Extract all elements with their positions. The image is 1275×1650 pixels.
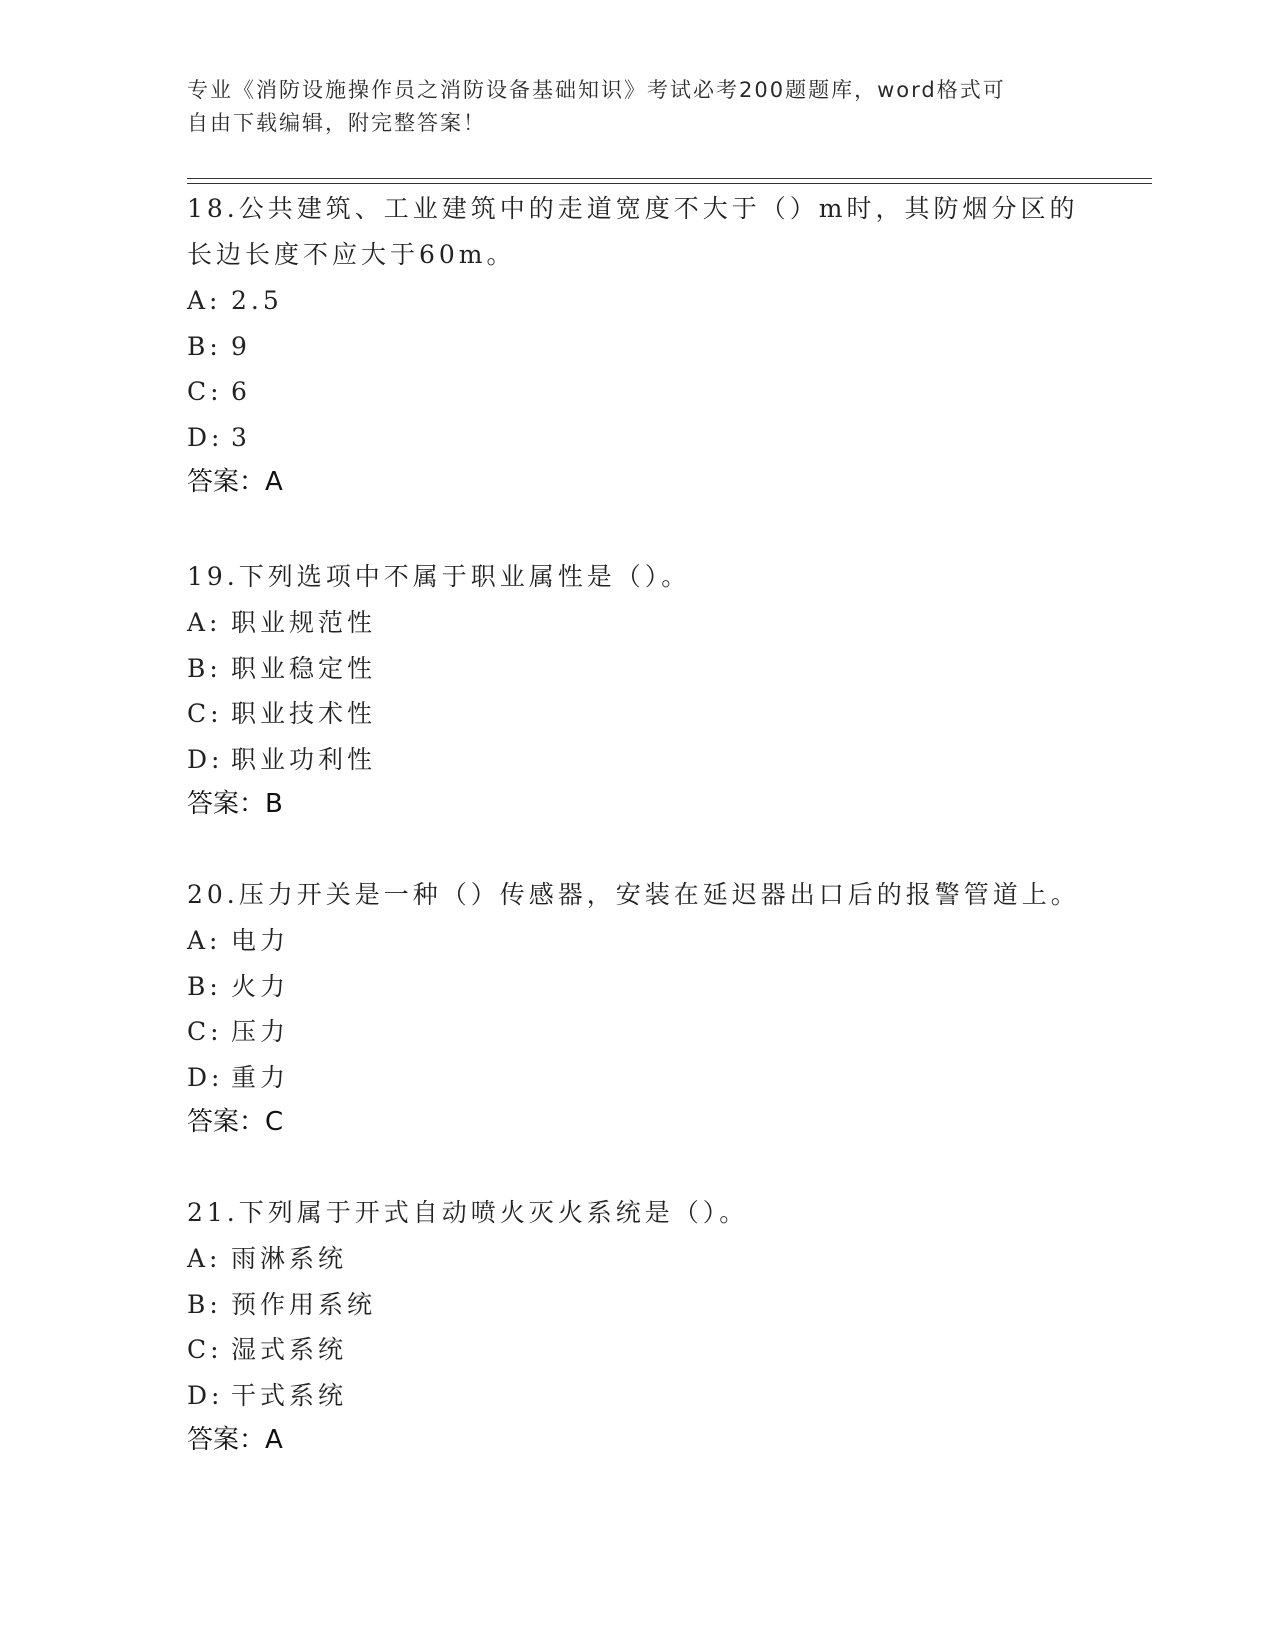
option-text: 压力	[231, 1017, 290, 1046]
option-c	[187, 1327, 1087, 1373]
option-label: A:	[187, 608, 222, 637]
option-b	[187, 1282, 1087, 1328]
option-label: B:	[187, 971, 222, 1001]
option-text: 职业功利性	[231, 744, 377, 774]
option-text: 干式系统	[231, 1380, 348, 1410]
option-label: C:	[187, 377, 223, 406]
option-d	[187, 415, 1087, 461]
option-a	[187, 918, 1087, 964]
option-text: 预作用系统	[231, 1289, 377, 1319]
document-header	[187, 74, 1067, 140]
option-text: 火力	[231, 971, 290, 1001]
question-stem	[187, 554, 1087, 600]
answer-value: B	[265, 789, 283, 819]
question-stem	[187, 872, 1087, 918]
option-label: D:	[187, 744, 224, 774]
header-line-1: 专业《消防设施操作员之消防设备基础知识》考试必考200题题库，word格式可	[187, 78, 1006, 102]
option-c	[187, 369, 1087, 415]
question-20	[187, 872, 1087, 1144]
option-label: B:	[187, 1289, 222, 1319]
option-c	[187, 1009, 1087, 1055]
option-d	[187, 1055, 1087, 1101]
option-d	[187, 1373, 1087, 1419]
option-text: 职业稳定性	[231, 653, 377, 683]
question-21	[187, 1190, 1087, 1462]
question-stem	[187, 1190, 1087, 1236]
header-divider-bottom	[187, 183, 1152, 184]
option-label: D:	[187, 422, 224, 452]
option-label: C:	[187, 1017, 223, 1046]
answer-value: A	[265, 467, 283, 497]
option-text: 雨淋系统	[231, 1244, 348, 1273]
option-a	[187, 278, 1087, 324]
option-text: 9	[231, 331, 251, 361]
option-text: 湿式系统	[231, 1335, 348, 1364]
option-label: D:	[187, 1062, 224, 1092]
answer-value: C	[265, 1107, 284, 1137]
option-label: B:	[187, 653, 222, 683]
header-divider-top	[187, 178, 1152, 179]
option-text: 职业技术性	[231, 699, 377, 728]
option-text: 2.5	[231, 286, 283, 315]
header-line-2: 自由下载编辑，附完整答案！	[187, 111, 486, 135]
question-19	[187, 554, 1087, 826]
option-a	[187, 600, 1087, 646]
answer-label: 答案：	[187, 467, 266, 497]
option-label: A:	[187, 926, 222, 955]
option-b	[187, 646, 1087, 692]
option-b	[187, 324, 1087, 370]
option-c	[187, 691, 1087, 737]
question-stem-line: 20.压力开关是一种（）传感器，安装在延迟器出口后的报警管道上。	[187, 880, 1080, 909]
answer-value: A	[265, 1425, 283, 1455]
answer-label: 答案：	[187, 1425, 266, 1455]
answer-line	[187, 1418, 1087, 1462]
option-text: 电力	[231, 926, 290, 955]
answer-line	[187, 782, 1087, 826]
question-stem-line: 19.下列选项中不属于职业属性是（）。	[187, 562, 691, 591]
option-label: D:	[187, 1380, 224, 1410]
option-label: A:	[187, 1244, 222, 1273]
option-label: B:	[187, 331, 222, 361]
option-label: C:	[187, 699, 223, 728]
question-stem-line: 长边长度不应大于60m。	[187, 240, 516, 269]
option-text: 6	[231, 377, 251, 406]
answer-line	[187, 1100, 1087, 1144]
question-18	[187, 186, 1087, 504]
answer-label: 答案：	[187, 1107, 266, 1137]
option-d	[187, 737, 1087, 783]
option-text: 重力	[231, 1062, 290, 1092]
option-label: C:	[187, 1335, 223, 1364]
option-a	[187, 1236, 1087, 1282]
question-stem-line: 21.下列属于开式自动喷火灭火系统是（）。	[187, 1198, 749, 1227]
option-b	[187, 964, 1087, 1010]
answer-line	[187, 460, 1087, 504]
option-label: A:	[187, 286, 222, 315]
question-stem-line: 18.公共建筑、工业建筑中的走道宽度不大于（）m时，其防烟分区的	[187, 194, 1079, 223]
answer-label: 答案：	[187, 789, 266, 819]
question-stem	[187, 186, 1087, 278]
option-text: 3	[231, 422, 251, 452]
option-text: 职业规范性	[231, 608, 377, 637]
